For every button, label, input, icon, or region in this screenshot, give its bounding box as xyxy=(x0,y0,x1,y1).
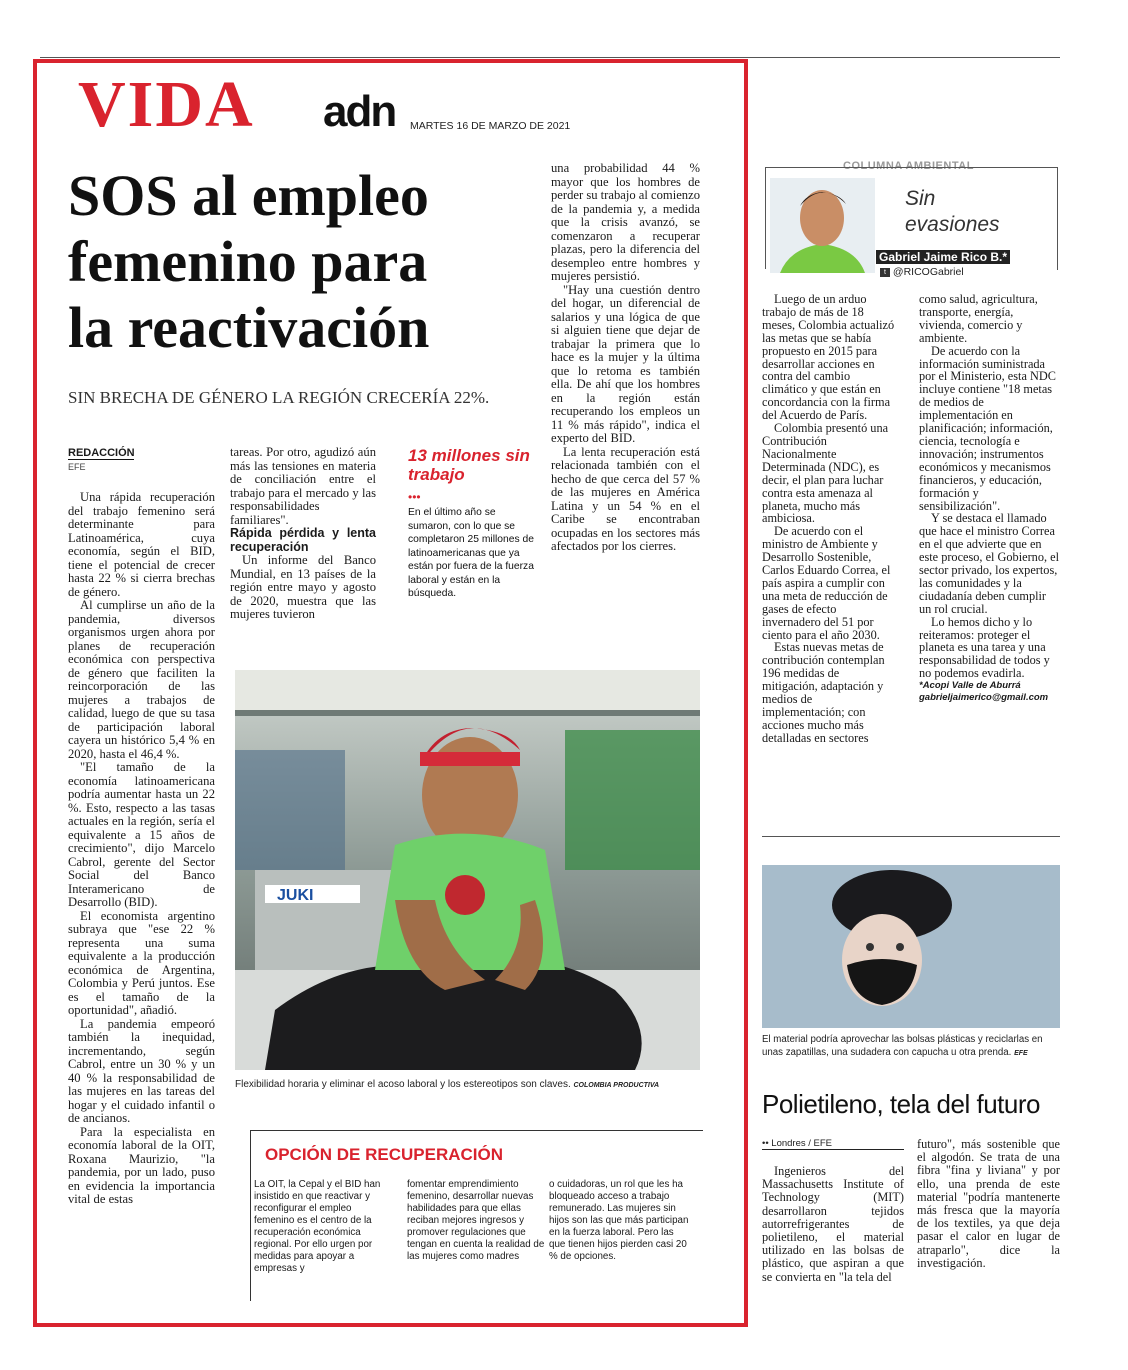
side-story-column-2: futuro", más sostenible que el algodón. Se trata de una fibra "fina y liviana" y por ello, una prenda de este material "podría mantenerte más fresca que la mayoría de los textiles, ya que deja pasar el calor en lugar de atraparlo", dice la investigación. xyxy=(917,1137,1060,1270)
article-column-2 xyxy=(230,446,376,622)
paragraph: "Hay una cuestión dentro del hogar, un diferencial de salarios y una lógica de que si alguien tiene que dejar de trabajar la primera que lo hace es la mujer y la última que lo retoma es también ella. De ahí que los hombres en la región están recuperando los empleos un 11 % más rápido", indica el experto del BID. xyxy=(551,282,700,445)
article-subtitle: SIN BRECHA DE GÉNERO LA REGIÓN CRECERÍA 22%. xyxy=(68,388,490,407)
column-title xyxy=(905,186,1000,238)
paragraph: Un informe del Banco Mundial, en 13 países de la región entre mayo y agosto de 2020, muestra que las mujeres tuvieron xyxy=(230,553,376,621)
headline-line: femenino para xyxy=(68,229,428,294)
headline-line: la reactivación xyxy=(68,295,430,360)
caption-text: Flexibilidad horaria y eliminar el acoso laboral y los estereotipos son claves. xyxy=(235,1079,571,1090)
side-headline: Polietileno, tela del futuro xyxy=(762,1089,1040,1119)
byline: REDACCIÓN xyxy=(68,447,135,459)
top-rule xyxy=(40,57,1060,58)
headline-line: SOS al empleo xyxy=(68,163,429,228)
twitter-icon: t xyxy=(880,268,890,277)
factory-photo-graphic xyxy=(235,670,700,1070)
fashion-photo-graphic xyxy=(762,865,1060,1028)
photo-caption xyxy=(235,1079,715,1090)
opinion-column-1 xyxy=(762,293,897,745)
recovery-box-col1: La OIT, la Cepal y el BID han insistido en que reactivar y reconfigurar el empleo femenino es el centro de la recuperación económica regional. Por ello urgen por medidas para apoyar a empresas y xyxy=(254,1179,381,1274)
subheading: Rápida pérdida y lenta recuperación xyxy=(230,526,376,554)
paragraph: De acuerdo con la información suministrada por el Ministerio, esta NDC incluye contiene "18 metas de medios de implementación en planificación; información, ciencia, tecnología e innovación; instrumentos económicos y mecanismos financieros, y educación, formación y sensibilización". xyxy=(919,343,1056,513)
paragraph: Lo hemos dicho y lo reiteramos: proteger el planeta es una tarea y una responsabilidad de todos y no podemos evadirla. xyxy=(919,614,1050,681)
paragraph: Colombia presentó una Contribución Nacionalmente Determinada (NDC), es decir, el plan para luchar contra esta amenaza al planeta, mucho más ambiciosa. xyxy=(762,421,889,526)
signoff: *Acopi Valle de Aburrá xyxy=(919,680,1021,692)
machine-brand: JUKI xyxy=(277,887,314,904)
highlight-text: En el último año se sumaron, con lo que se completaron 25 millones de latinoamericanas que ya están por fuera de la fuerza laboral y están en la búsqueda. xyxy=(408,507,534,599)
column-header-line-left xyxy=(765,167,766,269)
side-story-column-1: Ingenieros del Massachusetts Institute of Technology (MIT) desarrollaron tejidos autorrefrigerantes de polietileno, el material utilizado en las bolsas de plástico, que aspiran a que se convierta en "la tela del xyxy=(762,1164,904,1284)
recovery-box-col3: o cuidadoras, un rol que les ha bloqueado acceso a trabajo remunerado. Las mujeres sin hijos son las que más participan en la fuerza laboral. Pero las que tienen hijos pierden casi 20 % de opciones. xyxy=(549,1179,689,1262)
column-author: Gabriel Jaime Rico B.* xyxy=(876,250,1010,264)
paragraph: La lenta recuperación está relacionada también con el hecho de que cerca del 57 % de las mujeres en América Latina y un 54 % en el Caribe se encontraban ocupadas en los sectores más afectados por los cierres. xyxy=(551,444,700,553)
author-photo xyxy=(770,178,875,273)
paragraph: El economista argentino subraya que "ese 22 % representa una suma equivalente a la producción económica de Argentina, Colombia y Perú juntos. Ese es el tamaño de la oportunidad", añadió. xyxy=(68,908,215,1017)
issue-date: MARTES 16 DE MARZO DE 2021 xyxy=(410,120,571,132)
paragraph: La pandemia empeoró también la inequidad, incrementando, según Cabrol, entre un 30 % y un 40 % la responsabilidad de las mujeres en las tareas del hogar y el cuidado infantil o de ancianos. xyxy=(68,1016,215,1125)
paragraph: una probabilidad 44 % mayor que los hombres de perder su trabajo al comienzo de la pandemia y, a medida que la crisis avanzó, se comenzaron a recuperar plazas, pero la diferencia del desempleo entre hombres y mujeres persistió. xyxy=(551,161,700,283)
article-column-1 xyxy=(68,491,215,1207)
author-portrait xyxy=(770,178,875,273)
side-dateline: •• Londres / EFE xyxy=(762,1138,904,1150)
side-photo-caption xyxy=(762,1034,1060,1060)
caption-credit: COLOMBIA PRODUCTIVA xyxy=(573,1082,660,1089)
signoff-email: gabrieljaimerico@gmail.com xyxy=(919,692,1049,704)
main-photo xyxy=(235,670,700,1070)
side-caption-text: El material podría aprovechar las bolsas plásticas y reciclarlas en unas zapatillas, una sudadera con capucha u otra prenda. xyxy=(762,1034,1043,1058)
paragraph: Luego de un arduo trabajo de más de 18 meses, Colombia actualizó las metas que se había propuesto en 2015 para desarrollar acciones en contra del cambio climático y que están en concordancia con la firma del Acuerdo de París. xyxy=(762,292,895,423)
byline-source: EFE xyxy=(68,462,86,472)
section-divider xyxy=(762,836,1060,837)
highlight-title: 13 millones sin trabajo xyxy=(408,446,530,484)
brand-logo: adn xyxy=(323,87,396,136)
side-photo xyxy=(762,865,1060,1028)
paragraph: Al cumplirse un año de la pandemia, diversos organismos urgen ahora por planes de recuperación económica con perspectiva de género que faciliten la reincorporación de las mujeres a trabajos de calidad, luego de que su tasa de participación laboral cayera un histórico 5,4 % en 2020, hasta el 46,4 %. xyxy=(68,598,215,761)
recovery-box xyxy=(250,1130,703,1301)
paragraph: De acuerdo con el ministro de Ambiente y Desarrollo Sostenible, Carlos Eduardo Correa, el país aspira a cumplir con una meta de reducción de gases de efecto invernadero del 51 por ciento para el año 2030. xyxy=(762,524,891,642)
handle-text: @RICOGabriel xyxy=(892,266,964,278)
section-title: VIDA xyxy=(78,68,255,141)
paragraph: Y se destaca el llamado que hace el ministro Correa en el que advierte que en este proceso, el Gobierno, el sector privado, los expertos, las comunidades y la ciudadanía deben cumplir un rol crucial. xyxy=(919,511,1059,616)
article-column-4 xyxy=(551,162,700,554)
paragraph: Estas nuevas metas de contribución contemplan 196 medidas de mitigación, adaptación y medios de implementación; con acciones mucho más detalladas en sectores xyxy=(762,640,885,745)
column-handle xyxy=(880,266,964,278)
paragraph: "El tamaño de la economía latinoamericana podría aumentar hasta un 22 %. Esto, respecto a las tasas actuales en la región, sería el equivalente a 15 años de crecimiento", dijo Marcelo Cabrol, gerente del Sector Social del Banco Interamericano de Desarrollo (BID). xyxy=(68,760,215,909)
recovery-box-title: OPCIÓN DE RECUPERACIÓN xyxy=(265,1145,504,1164)
paragraph: Una rápida recuperación del trabajo femenino será determinante para Latinoamérica, cuya economía, según el BID, tiene el potencial de crecer hasta 22 % si cierra brechas de género. xyxy=(68,490,215,599)
column-title-line: evasiones xyxy=(905,213,1000,236)
opinion-column-2 xyxy=(919,293,1061,704)
paragraph: Para la especialista en economía laboral de la OIT, Roxana Maurizio, "la pandemia, por un lado, puso en evidencia la importancia vital de estas xyxy=(68,1124,215,1206)
recovery-box-col2: fomentar emprendimiento femenino, desarrollar nuevas habilidades para que ellas reciban mejores ingresos y promover regulaciones que tengan en cuenta la realidad de las mujeres como madres xyxy=(407,1179,545,1262)
column-title-line: Sin xyxy=(905,187,936,210)
highlight-dots: ••• xyxy=(408,490,421,504)
side-caption-credit: EFE xyxy=(1014,1049,1028,1057)
column-label: COLUMNA AMBIENTAL xyxy=(843,160,974,172)
paragraph: tareas. Por otro, agudizó aún más las tensiones en materia de conciliación entre el trabajo para el mercado y las responsabilidades familiares". xyxy=(230,445,376,527)
article-headline xyxy=(68,163,429,361)
highlight-box xyxy=(408,446,538,601)
paragraph: como salud, agricultura, transporte, energía, vivienda, comercio y ambiente. xyxy=(919,292,1038,345)
